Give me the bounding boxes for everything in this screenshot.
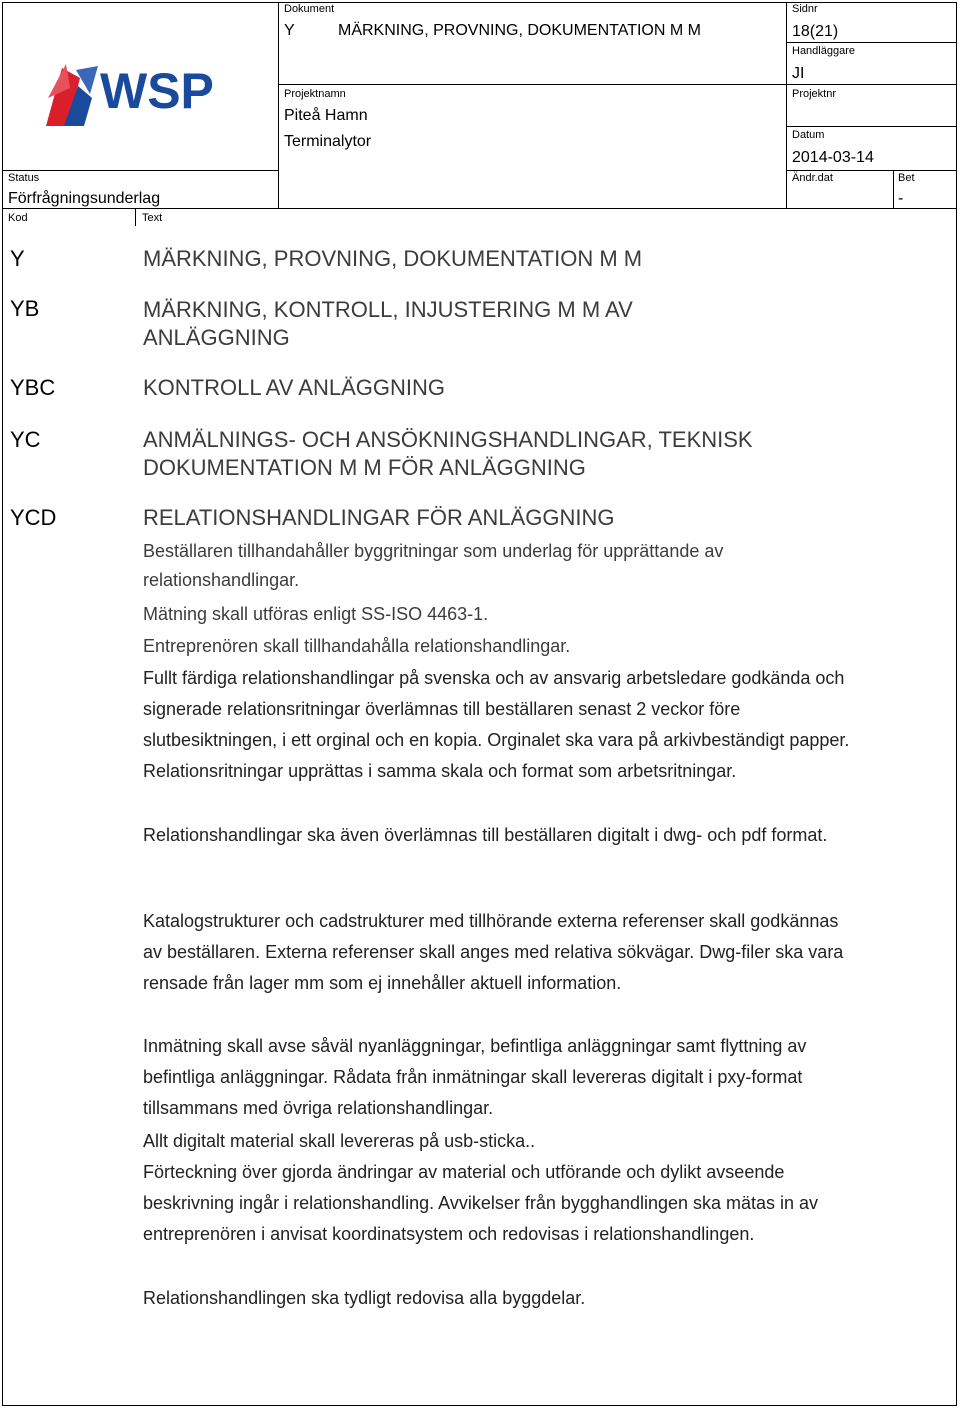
body-paragraph: Inmätning skall avse såväl nyanläggningar, befintliga anläggningar samt flyttning av befintliga anläggningar. Rådata från inmätningar skall levereras digitalt i pxy-format tillsammans med övriga relationshandlingar. — [143, 1036, 807, 1118]
wsp-logo — [40, 58, 240, 128]
dokument-label: Dokument — [284, 3, 335, 15]
header-rule — [786, 170, 957, 171]
status-value: Förfrågningsunderlag — [8, 190, 161, 207]
datum-value: 2014-03-14 — [792, 149, 874, 166]
section-code: YB — [10, 296, 40, 321]
bet-value: - — [898, 190, 904, 207]
header-rule — [786, 126, 957, 127]
body-paragraph: Förteckning över gjorda ändringar av material och utförande och dylikt avseende beskrivning ingår i relationshandling. Avvikelser från bygghandlingen ska mätas in av entreprenören i anvisat koordinatsystem och redovisas i relationshandlingen. — [143, 1162, 819, 1244]
body-paragraph: Beställaren tillhandahåller byggritningar som underlag för upprättande av relationshandlingar. — [143, 541, 724, 590]
bet-label: Bet — [898, 172, 915, 184]
dokument-title: MÄRKNING, PROVNING, DOKUMENTATION M M — [338, 22, 701, 39]
header-rule — [278, 84, 957, 85]
section-code: YBC — [10, 375, 56, 400]
text-label: Text — [142, 212, 163, 224]
header-rule — [278, 2, 279, 208]
datum-label: Datum — [792, 129, 825, 141]
body-paragraph: Katalogstrukturer och cadstrukturer med tillhörande externa referenser skall godkännas av beställaren. Externa referenser skall anges med relativa sökvägar. Dwg-filer ska vara rensade från lager mm som ej innehåller aktuell information. — [143, 911, 844, 993]
dokument-code: Y — [284, 22, 295, 39]
header-rule — [786, 42, 957, 43]
header-rule — [2, 170, 278, 171]
sidnr-value: 18(21) — [792, 23, 839, 40]
header-rule — [786, 2, 787, 208]
handlaggare-label: Handläggare — [792, 45, 855, 57]
section-code: Y — [10, 246, 25, 271]
andr-label: Ändr.dat — [792, 172, 833, 184]
projektnr-label: Projektnr — [792, 88, 837, 100]
status-label: Status — [8, 172, 40, 184]
section-code: YC — [10, 427, 41, 452]
body-paragraph: Entreprenören skall tillhandahålla relationshandlingar. — [143, 636, 571, 656]
kod-label: Kod — [8, 212, 28, 224]
section-heading: MÄRKNING, KONTROLL, INJUSTERING M M AV ANLÄGGNING — [143, 297, 633, 350]
section-heading: ANMÄLNINGS- OCH ANSÖKNINGSHANDLINGAR, TEKNISK DOKUMENTATION M M FÖR ANLÄGGNING — [143, 427, 753, 480]
header-rule — [893, 170, 894, 208]
projektnamn-line2: Terminalytor — [284, 133, 372, 150]
body-paragraph: Mätning skall utföras enligt SS-ISO 4463-1. — [143, 604, 489, 624]
projektnamn-line1: Piteå Hamn — [284, 107, 368, 124]
logo-text: WSP — [100, 63, 214, 119]
body-paragraph: Relationshandlingar ska även överlämnas till beställaren digitalt i dwg- och pdf format. — [143, 825, 828, 845]
section-code: YCD — [10, 505, 57, 530]
header-rule — [135, 208, 136, 226]
sidnr-label: Sidnr — [792, 3, 818, 15]
handlaggare-value: JI — [792, 65, 805, 82]
section-heading: KONTROLL AV ANLÄGGNING — [143, 375, 445, 400]
body-paragraph: Relationshandlingen ska tydligt redovisa alla byggdelar. — [143, 1288, 586, 1308]
body-paragraph: Allt digitalt material skall levereras på usb-sticka.. — [143, 1131, 536, 1151]
section-heading: RELATIONSHANDLINGAR FÖR ANLÄGGNING — [143, 505, 615, 530]
section-heading: MÄRKNING, PROVNING, DOKUMENTATION M M — [143, 246, 643, 271]
projektnamn-label: Projektnamn — [284, 88, 346, 100]
body-paragraph: Fullt färdiga relationshandlingar på svenska och av ansvarig arbetsledare godkända och signerade relationsritningar överlämnas till beställaren senast 2 veckor före slutbesiktningen, i ett orginal och en kopia. Orginalet ska vara på arkivbeständigt papper. Relationsritningar upprättas i samma skala och format som arbetsritningar. — [143, 668, 850, 781]
